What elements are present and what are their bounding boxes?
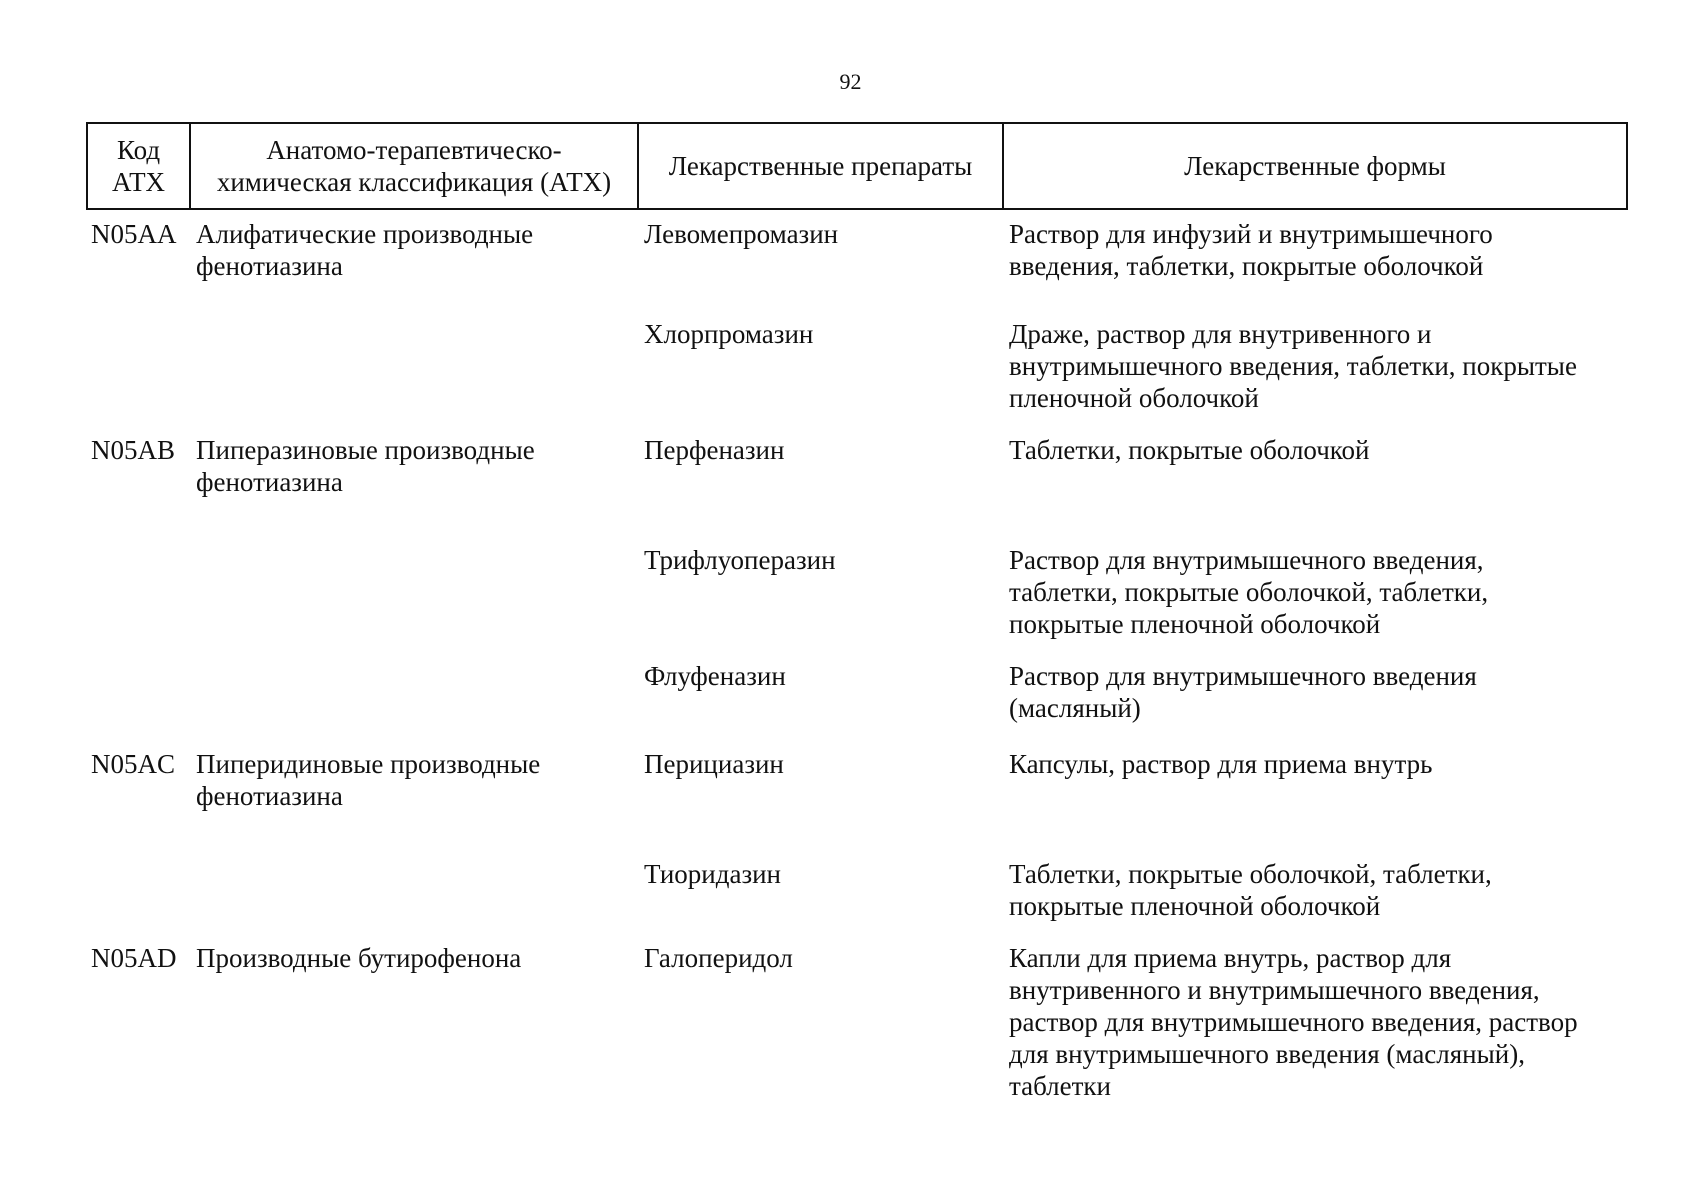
table-body [87,209,1627,1102]
dosage-forms-cell: Драже, раствор для внутривенного и внутримышечного введения, таблетки, покрытые пленочной оболочкой [1009,319,1577,413]
atx-classification-cell: Пиперидиновые производные фенотиазина [196,749,541,811]
atx-classification-cell [190,660,638,748]
table-row [87,660,1627,748]
dosage-forms-cell: Капсулы, раствор для приема внутрь [1009,749,1433,779]
header-drugs: Лекарственные препараты [638,123,1003,209]
atx-drug-table [86,122,1628,1102]
atx-code-cell [87,660,190,748]
atx-classification-cell [190,858,638,942]
dosage-forms-cell: Раствор для внутримышечного введения, таблетки, покрытые оболочкой, таблетки, покрытые пленочной оболочкой [1009,545,1489,639]
drug-name-cell: Перициазин [644,749,784,779]
table-row [87,544,1627,660]
drug-name-cell: Перфеназин [644,435,785,465]
dosage-forms-cell: Таблетки, покрытые оболочкой, таблетки, покрытые пленочной оболочкой [1009,859,1492,921]
dosage-forms-cell: Таблетки, покрытые оболочкой [1009,435,1370,465]
drug-name-cell: Трифлуоперазин [644,545,836,575]
table-row [87,434,1627,544]
atx-code-cell: N05AC [91,749,176,779]
header-dosage-forms: Лекарственные формы [1003,123,1627,209]
table-row [87,209,1627,318]
drug-name-cell: Флуфеназин [644,661,786,691]
atx-classification-cell [190,544,638,660]
atx-code-cell: N05AA [91,219,177,249]
atx-code-cell [87,544,190,660]
atx-classification-cell: Алифатические производные фенотиазина [196,219,534,281]
atx-classification-cell: Производные бутирофенона [196,943,522,973]
table-row [87,748,1627,858]
table-row [87,942,1627,1102]
drug-name-cell: Тиоридазин [644,859,782,889]
header-row [87,123,1627,209]
page-number: 92 [839,69,862,94]
atx-classification-cell: Пиперазиновые производные фенотиазина [196,435,535,497]
table-row [87,858,1627,942]
atx-code-cell: N05AD [91,943,177,973]
dosage-forms-cell: Капли для приема внутрь, раствор для внутривенного и внутримышечного введения, раствор для внутримышечного введения, раствор для внутримышечного введения (масляный), таблетки [1009,943,1578,1101]
drug-name-cell: Галоперидол [644,943,793,973]
atx-code-cell [87,318,190,434]
header-atx-classification: Анатомо-терапевтическо- химическая классификация (АТХ) [190,123,638,209]
drug-name-cell: Хлорпромазин [644,319,814,349]
atx-code-cell: N05AB [91,435,176,465]
table-header [87,123,1627,209]
drug-name-cell: Левомепромазин [644,219,839,249]
atx-classification-cell [190,318,638,434]
dosage-forms-cell: Раствор для внутримышечного введения (масляный) [1009,661,1477,723]
dosage-forms-cell: Раствор для инфузий и внутримышечного введения, таблетки, покрытые оболочкой [1009,219,1493,281]
atx-code-cell [87,858,190,942]
header-atx-code: Код АТХ [87,123,190,209]
table-row [87,318,1627,434]
